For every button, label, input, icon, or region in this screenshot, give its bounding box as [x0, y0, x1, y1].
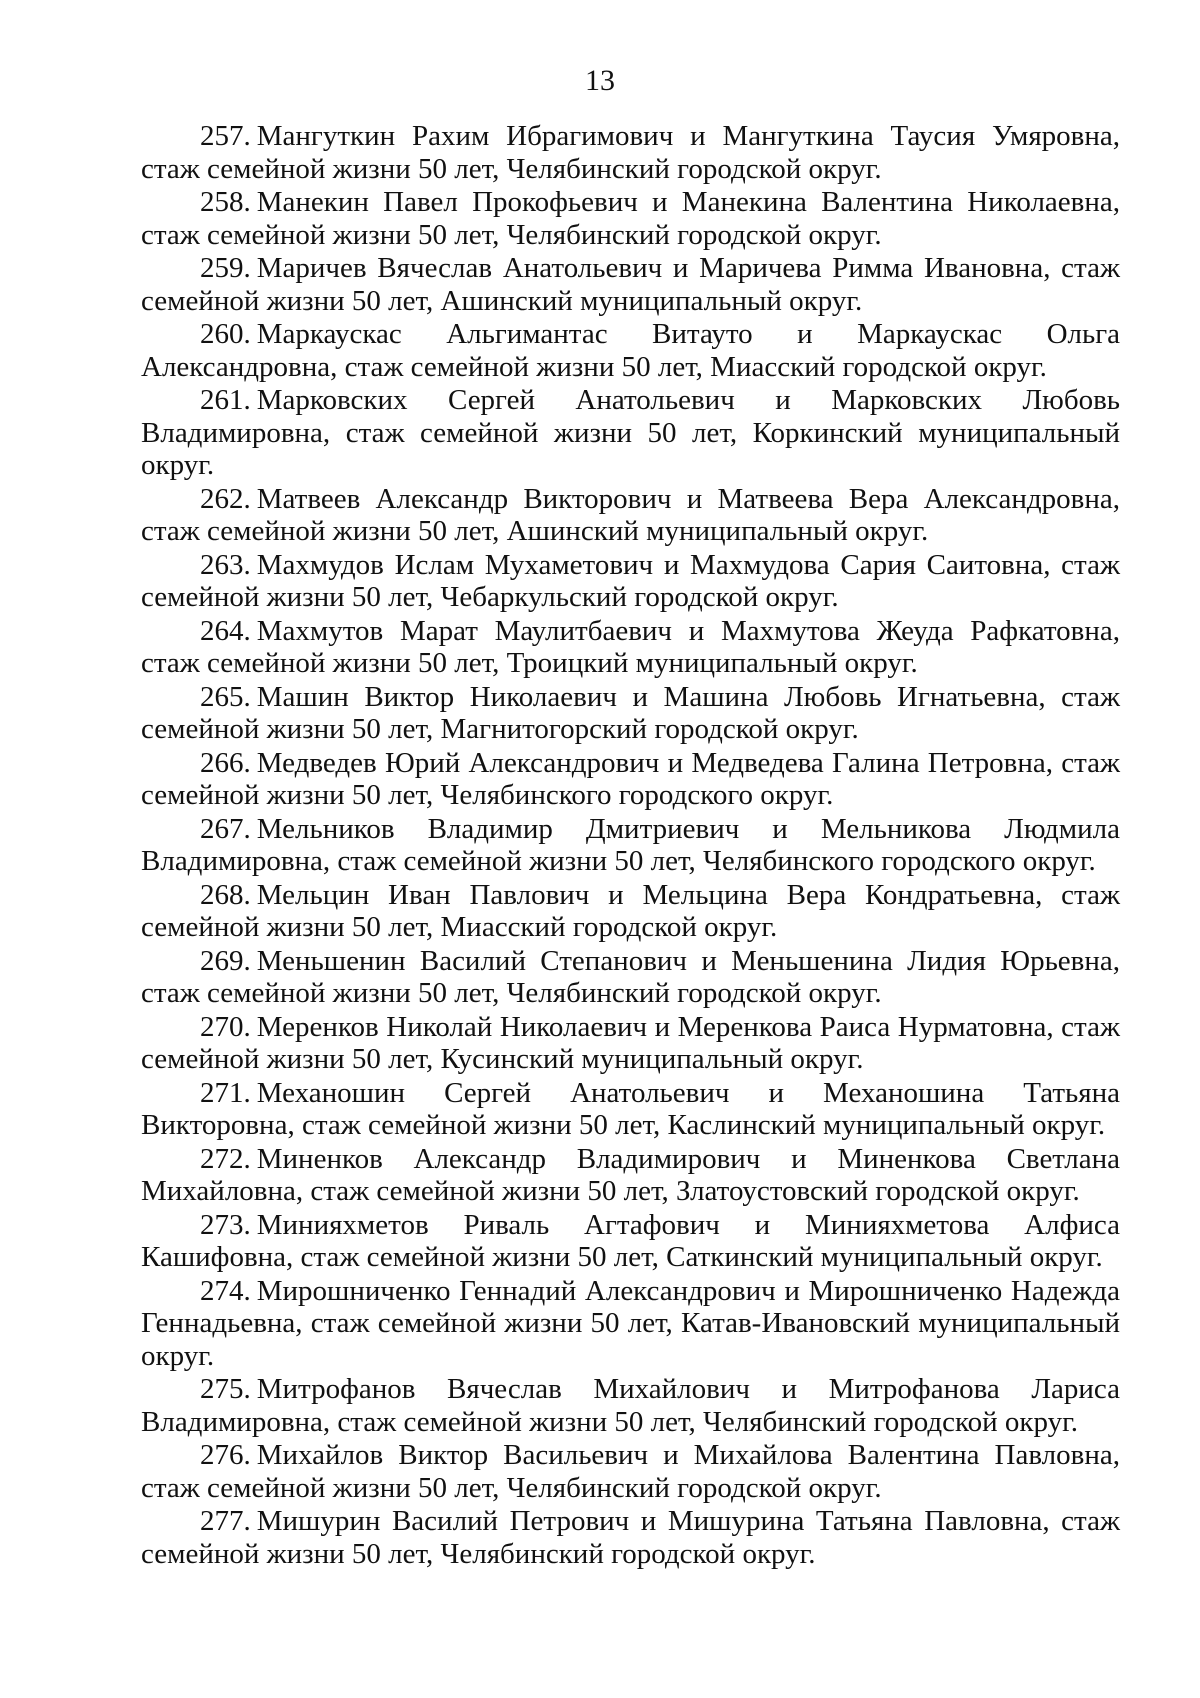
entry-number: 266.: [200, 746, 251, 779]
entry-text: Машин Виктор Николаевич и Машина Любовь Игнатьевна, стаж семейной жизни 50 лет, Магнитогорский городской округ.: [141, 680, 1120, 745]
list-item: [141, 120, 1120, 185]
list-item: [141, 186, 1120, 251]
entry-text: Меренков Николай Николаевич и Меренкова Раиса Нурматовна, стаж семейной жизни 50 лет, Кусинский муниципальный округ.: [141, 1010, 1120, 1075]
list-item: [141, 1439, 1120, 1504]
entry-text: Михайлов Виктор Васильевич и Михайлова Валентина Павловна, стаж семейной жизни 50 лет, Челябинский городской округ.: [141, 1439, 1120, 1504]
entry-number: 262.: [200, 482, 251, 515]
list-item: [141, 1011, 1120, 1076]
list-item: [141, 252, 1120, 317]
entry-text: Мирошниченко Геннадий Александрович и Мирошниченко Надежда Геннадьевна, стаж семейной жизни 50 лет, Катав-Ивановский муниципальный округ.: [141, 1274, 1120, 1372]
entry-text: Маричев Вячеслав Анатольевич и Маричева Римма Ивановна, стаж семейной жизни 50 лет, Ашинский муниципальный округ.: [141, 252, 1120, 317]
entry-number: 265.: [200, 680, 251, 713]
entry-number: 267.: [200, 812, 251, 845]
entry-text: Мельников Владимир Дмитриевич и Мельникова Людмила Владимировна, стаж семейной жизни 50 лет, Челябинского городского округ.: [141, 812, 1120, 877]
entry-number: 270.: [200, 1010, 251, 1043]
entry-number: 264.: [200, 614, 251, 647]
entry-text: Махмутов Марат Маулитбаевич и Махмутова Жеуда Рафкатовна, стаж семейной жизни 50 лет, Троицкий муниципальный округ.: [141, 614, 1120, 679]
list-item: [141, 615, 1120, 680]
entry-text: Минияхметов Риваль Агтафович и Минияхметова Алфиса Кашифовна, стаж семейной жизни 50 лет, Саткинский муниципальный округ.: [141, 1208, 1120, 1273]
list-item: [141, 945, 1120, 1010]
list-item: [141, 681, 1120, 746]
entry-list: [141, 120, 1120, 1571]
entry-number: 269.: [200, 944, 251, 977]
entry-number: 263.: [200, 548, 251, 581]
entry-text: Махмудов Ислам Мухаметович и Махмудова Сария Саитовна, стаж семейной жизни 50 лет, Чебаркульский городской округ.: [141, 548, 1120, 613]
list-item: [141, 747, 1120, 812]
entry-text: Мельцин Иван Павлович и Мельцина Вера Кондратьевна, стаж семейной жизни 50 лет, Миасский городской округ.: [141, 878, 1120, 943]
entry-number: 257.: [200, 120, 251, 152]
list-item: [141, 549, 1120, 614]
entry-number: 274.: [200, 1274, 251, 1307]
list-item: [141, 1373, 1120, 1438]
entry-number: 268.: [200, 878, 251, 911]
entry-number: 273.: [200, 1208, 251, 1241]
list-item: [141, 1077, 1120, 1142]
entry-text: Медведев Юрий Александрович и Медведева Галина Петровна, стаж семейной жизни 50 лет, Челябинского городского округ.: [141, 746, 1120, 811]
entry-text: Марковских Сергей Анатольевич и Марковских Любовь Владимировна, стаж семейной жизни 50 лет, Коркинский муниципальный округ.: [141, 384, 1120, 481]
list-item: [141, 384, 1120, 482]
list-item: [141, 879, 1120, 944]
entry-text: Матвеев Александр Викторович и Матвеева Вера Александровна, стаж семейной жизни 50 лет, Ашинский муниципальный округ.: [141, 482, 1120, 547]
entry-text: Миненков Александр Владимирович и Миненкова Светлана Михайловна, стаж семейной жизни 50 лет, Златоустовский городской округ.: [141, 1142, 1120, 1207]
list-item: [141, 813, 1120, 878]
entry-text: Манекин Павел Прокофьевич и Манекина Валентина Николаевна, стаж семейной жизни 50 лет, Челябинский городской округ.: [141, 186, 1120, 251]
entry-text: Маркаускас Альгимантас Витауто и Маркаускас Ольга Александровна, стаж семейной жизни 50 лет, Миасский городской округ.: [141, 318, 1120, 383]
list-item: [141, 1143, 1120, 1208]
entry-number: 275.: [200, 1373, 251, 1405]
entry-text: Меньшенин Василий Степанович и Меньшенина Лидия Юрьевна, стаж семейной жизни 50 лет, Челябинский городской округ.: [141, 944, 1120, 1009]
entry-number: 260.: [200, 318, 251, 350]
page-number: 13: [585, 64, 615, 97]
entry-number: 277.: [200, 1505, 251, 1537]
entry-text: Мангуткин Рахим Ибрагимович и Мангуткина Таусия Умяровна, стаж семейной жизни 50 лет, Челябинский городской округ.: [141, 120, 1120, 185]
list-item: [141, 483, 1120, 548]
list-item: [141, 318, 1120, 383]
entry-text: Мишурин Василий Петрович и Мишурина Татьяна Павловна, стаж семейной жизни 50 лет, Челябинский городской округ.: [141, 1505, 1120, 1570]
entry-number: 271.: [200, 1076, 251, 1109]
entry-number: 258.: [200, 186, 251, 218]
entry-number: 259.: [200, 252, 251, 284]
entry-number: 276.: [200, 1439, 251, 1471]
entry-number: 272.: [200, 1142, 251, 1175]
entry-text: Механошин Сергей Анатольевич и Механошина Татьяна Викторовна, стаж семейной жизни 50 лет, Каслинский муниципальный округ.: [141, 1076, 1120, 1141]
list-item: [141, 1505, 1120, 1570]
list-item: [141, 1275, 1120, 1373]
entry-number: 261.: [200, 384, 251, 416]
list-item: [141, 1209, 1120, 1274]
entry-text: Митрофанов Вячеслав Михайлович и Митрофанова Лариса Владимировна, стаж семейной жизни 50 лет, Челябинский городской округ.: [141, 1373, 1120, 1438]
